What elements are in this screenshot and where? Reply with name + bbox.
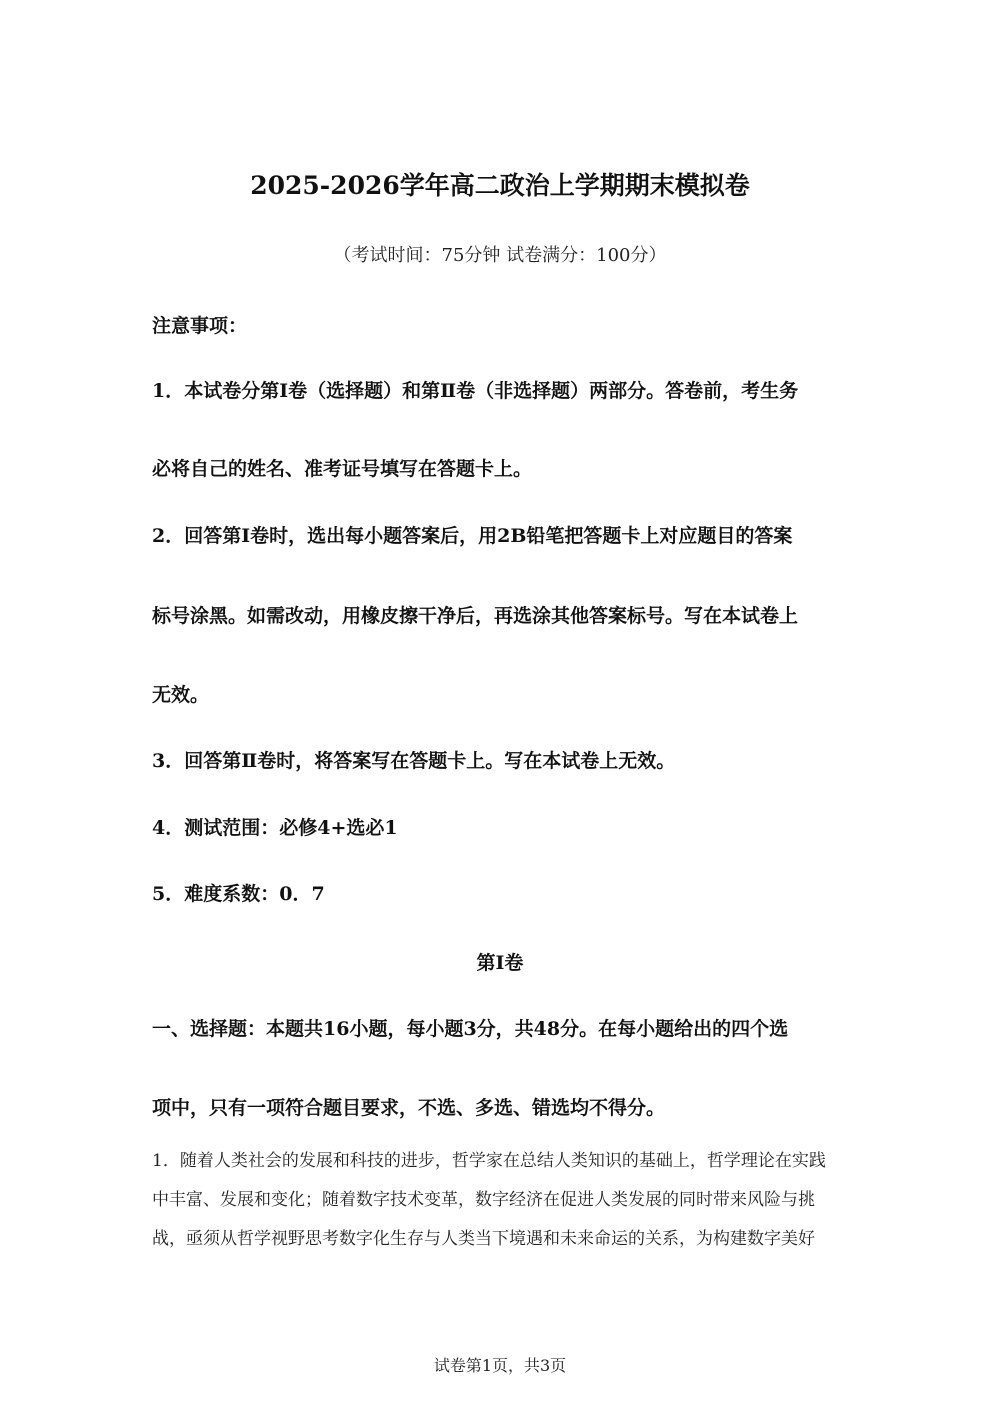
- question-line: 1．随着人类社会的发展和科技的进步，哲学家在总结人类知识的基础上，哲学理论在实践: [152, 1151, 826, 1171]
- notice-line: 4．测试范围：必修4+选必1: [152, 817, 398, 839]
- exam-title: 2025-2026学年高二政治上学期期末模拟卷: [250, 171, 750, 200]
- part-heading-line: 一、选择题：本题共16小题，每小题3分，共48分。在每小题给出的四个选: [152, 1018, 789, 1040]
- notice-line: 必将自己的姓名、准考证号填写在答题卡上。: [152, 458, 533, 480]
- notice-line: 1．本试卷分第Ⅰ卷（选择题）和第Ⅱ卷（非选择题）两部分。答卷前，考生务: [152, 380, 799, 402]
- notice-line: 5．难度系数：0．7: [152, 883, 325, 905]
- question-line: 战，亟须从哲学视野思考数字化生存与人类当下境遇和未来命运的关系，为构建数字美好: [152, 1229, 815, 1249]
- page-footer: 试卷第1页，共3页: [433, 1356, 567, 1375]
- question-line: 中丰富、发展和变化；随着数字技术变革，数字经济在促进人类发展的同时带来风险与挑: [152, 1190, 815, 1210]
- notice-line: 标号涂黑。如需改动，用橡皮擦干净后，再选涂其他答案标号。写在本试卷上: [152, 605, 799, 627]
- part-heading-line: 项中，只有一项符合题目要求，不选、多选、错选均不得分。: [152, 1097, 666, 1119]
- exam-subtitle: （考试时间：75分钟 试卷满分：100分）: [333, 245, 667, 266]
- section-heading: 第Ⅰ卷: [476, 952, 524, 974]
- notice-line: 无效。: [152, 684, 210, 706]
- notice-line: 2．回答第Ⅰ卷时，选出每小题答案后，用2B铅笔把答题卡上对应题目的答案: [152, 525, 793, 547]
- notice-line: 3．回答第Ⅱ卷时，将答案写在答题卡上。写在本试卷上无效。: [152, 750, 676, 772]
- notice-heading: 注意事项：: [152, 315, 248, 337]
